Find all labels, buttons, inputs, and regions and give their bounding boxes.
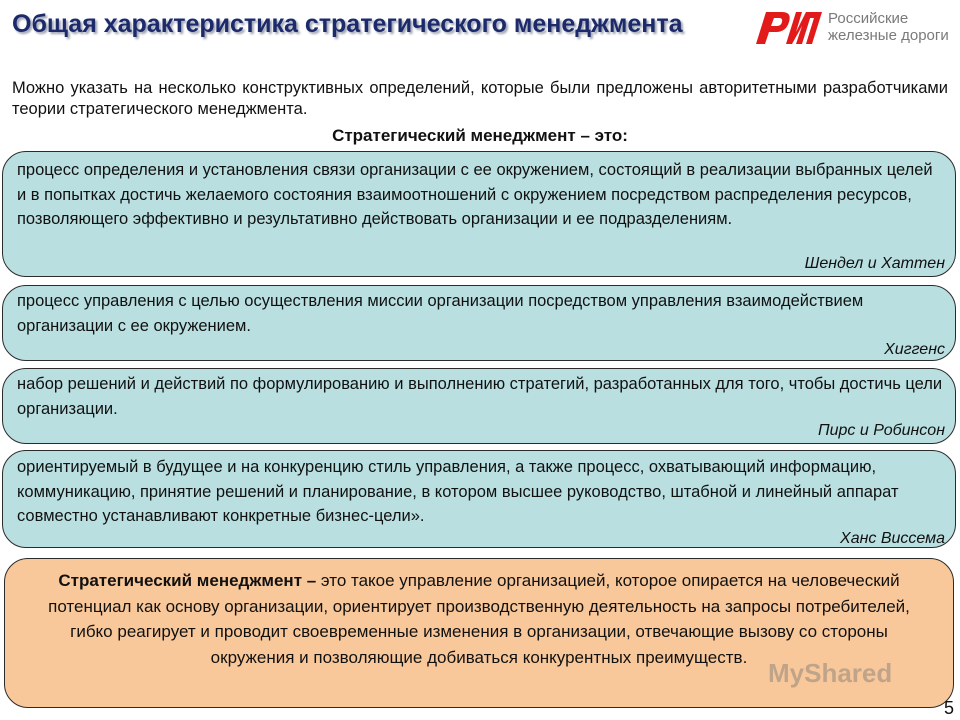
definition-text: ориентируемый в будущее и на конкуренцию стиль управления, а также процесс, охватывающий информацию, коммуникацию, принятие решений и планирование, в котором высшее руководство, штабной и линейный аппарат совместно устанавливают конкретные бизнес-цели». xyxy=(17,458,899,525)
definition-box-3 xyxy=(2,368,956,444)
intro-text: Можно указать на несколько конструктивных определений, которые были предложены авторитетными разработчиками теории стратегического менеджмента. xyxy=(12,79,948,118)
rzd-logo-icon xyxy=(752,4,824,50)
definition-text: набор решений и действий по формулированию и выполнению стратегий, разработанных для того, чтобы достичь цели организации. xyxy=(17,375,943,418)
slide-title: Общая характеристика стратегического менеджмента xyxy=(12,10,683,38)
definition-box-1 xyxy=(2,151,956,277)
rzd-logo xyxy=(752,4,952,54)
definition-author: Ханс Виссема xyxy=(840,530,945,547)
definitions-heading: Стратегический менеджмент – это: xyxy=(332,126,628,145)
page-number: 5 xyxy=(943,698,954,718)
definition-box-4 xyxy=(2,450,956,548)
definition-text: процесс определения и установления связи организации с ее окружением, состоящий в реализации выбранных целей и в попытках достичь желаемого состояния взаимоотношений с окружением посредством распределения ресурсов, позволяющего эффективно и результативно действовать организации и ее подразделениям. xyxy=(17,161,933,228)
definition-author: Пирс и Робинсон xyxy=(818,422,945,439)
conclusion-term: Стратегический менеджмент – xyxy=(58,571,317,590)
logo-text: Российские железные дороги xyxy=(828,10,949,44)
definition-author: Шендел и Хаттен xyxy=(804,255,945,272)
definition-box-2 xyxy=(2,285,956,361)
watermark: MyShared xyxy=(768,658,893,688)
conclusion-text: это такое управление организацией, которое опирается на человеческий потенциал как основу организации, ориентирует производственную деятельность на запросы потребителей, гибко реагирует и проводит своевременные изменения в организации, отвечающие вызову со стороны окружения и позволяющие добиваться конкурентных преимуществ. xyxy=(48,571,910,667)
definition-text: процесс управления с целью осуществления миссии организации посредством управления взаимодействием организации с ее окружением. xyxy=(17,292,864,335)
definition-author: Хиггенс xyxy=(884,341,945,358)
